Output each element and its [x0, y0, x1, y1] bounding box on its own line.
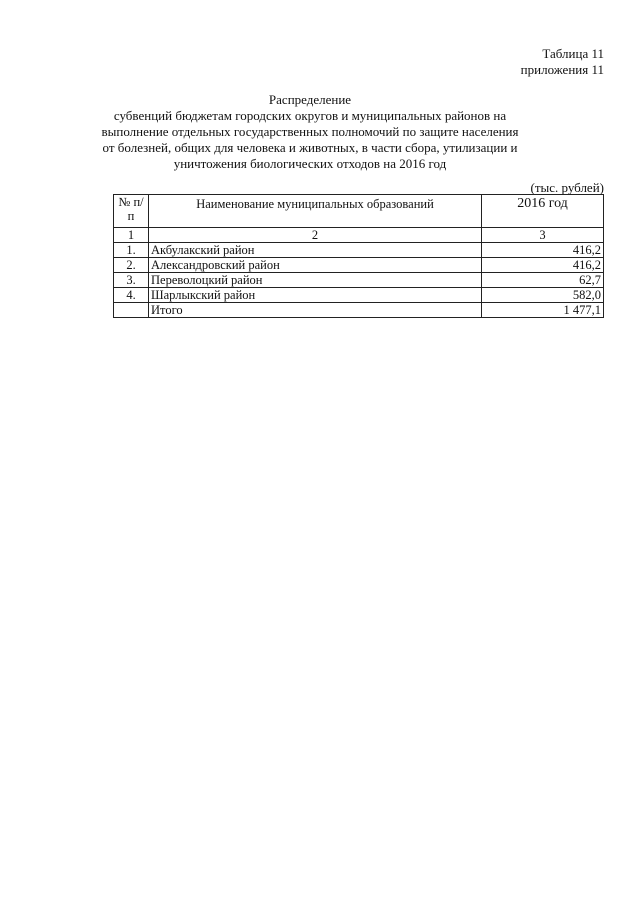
column-number: 1	[114, 228, 149, 243]
distribution-table	[113, 194, 604, 318]
row-value: 416,2	[482, 258, 604, 273]
row-number: 1.	[114, 243, 149, 258]
table-row	[114, 243, 604, 258]
document-title: Распределение	[268, 92, 352, 107]
row-number: 4.	[114, 288, 149, 303]
total-row	[114, 303, 604, 318]
row-name: Переволоцкий район	[149, 273, 482, 288]
header-number: № п/п	[114, 195, 149, 228]
appendix-number: приложения 11	[520, 62, 604, 77]
unit-label: (тыс. рублей)	[530, 180, 604, 195]
row-name: Шарлыкский район	[149, 288, 482, 303]
row-value: 582,0	[482, 288, 604, 303]
column-number: 2	[149, 228, 482, 243]
document-heading	[100, 92, 520, 172]
row-number: 3.	[114, 273, 149, 288]
table-number: Таблица 11	[542, 46, 604, 61]
row-value: 62,7	[482, 273, 604, 288]
total-number	[114, 303, 149, 318]
row-value: 416,2	[482, 243, 604, 258]
table-row	[114, 288, 604, 303]
header-year: 2016 год	[482, 195, 604, 228]
column-number: 3	[482, 228, 604, 243]
table-row	[114, 258, 604, 273]
total-value: 1 477,1	[482, 303, 604, 318]
row-name: Акбулакский район	[149, 243, 482, 258]
table-header-row	[114, 195, 604, 228]
header-name: Наименование муниципальных образований	[149, 195, 482, 228]
document-subtitle: субвенций бюджетам городских округов и муниципальных районов на выполнение отдельных государственных полномочий по защите населения от болезней, общих для человека и животных, в части сбора, утилизации и уничтожения биологических отходов на 2016 год	[101, 108, 519, 171]
table-reference	[521, 46, 604, 78]
row-number: 2.	[114, 258, 149, 273]
table-row	[114, 273, 604, 288]
column-number-row	[114, 228, 604, 243]
total-label: Итого	[149, 303, 482, 318]
row-name: Александровский район	[149, 258, 482, 273]
